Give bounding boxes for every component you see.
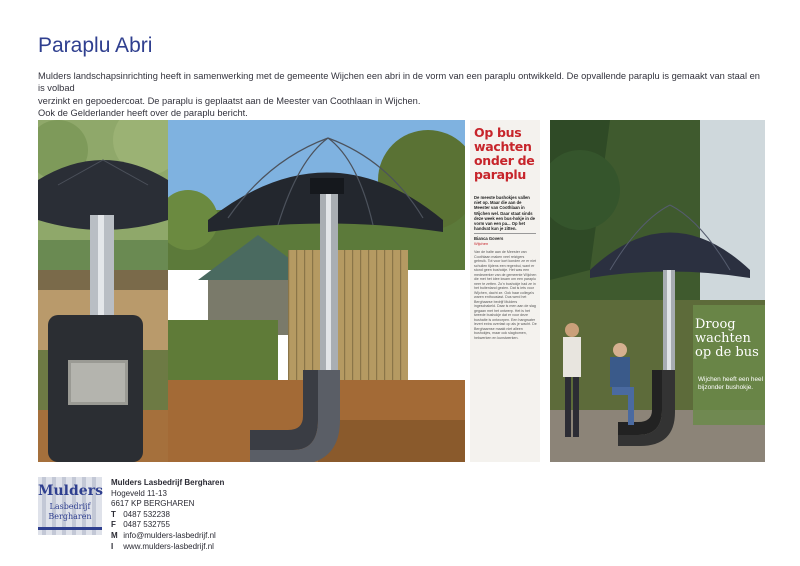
- page-title: Paraplu Abri: [38, 34, 153, 57]
- logo-line-2: Lasbedrijf: [49, 502, 91, 511]
- logo-brand: Mulders: [38, 483, 103, 499]
- intro-text: [38, 70, 768, 120]
- company-name: Mulders Lasbedrijf Bergharen: [111, 478, 225, 487]
- overlay-subheadline: Wijchen heeft een heel bijzonder bushokje.: [698, 376, 764, 391]
- fax-row: [111, 520, 224, 531]
- intro-line: Ook de Gelderlander heeft over de paraplu bericht.: [38, 108, 248, 119]
- website-link[interactable]: www.mulders-lasbedrijf.nl: [123, 541, 214, 551]
- phone-label: T: [111, 509, 116, 519]
- address-street: Hogeveld 11-13: [111, 488, 167, 498]
- company-logo: [38, 477, 102, 535]
- photo-umbrella-closeup: [38, 120, 168, 462]
- photo-umbrella-full: [168, 120, 465, 462]
- web-label: I: [111, 541, 114, 551]
- photo-newspaper-people: [550, 120, 765, 462]
- newspaper-clipping: [470, 120, 540, 462]
- email-link[interactable]: info@mulders-lasbedrijf.nl: [123, 530, 216, 540]
- address-city: 6617 KP BERGHAREN: [111, 499, 195, 509]
- logo-line-3: Bergharen: [48, 512, 92, 521]
- fax-label: F: [111, 520, 116, 530]
- email-label: M: [111, 530, 118, 540]
- intro-line: verzinkt en gepoedercoat. De paraplu is geplaatst aan de Meester van Coothlaan in Wijchen.: [38, 95, 421, 106]
- intro-line: Mulders landschapsinrichting heeft in samenwerking met de gemeente Wijchen een abri in de vorm van een paraplu ontwikkeld. De opvallende paraplu is gemaakt van staal en is volbad: [38, 71, 760, 94]
- email-row: [111, 531, 224, 542]
- newspaper-headline: Op bus wachten onder de paraplu: [474, 125, 535, 182]
- newspaper-byline: Bianca Govers: [474, 236, 504, 241]
- newspaper-lead: De meeste bushokjes vallen niet op. Maar die aan de Meester van Coothlaan in Wijchen wel. Daar staat sinds deze week een bus-hokje in de vorm van een pa... Op het handvat kun je zitten.: [474, 195, 535, 232]
- web-row: [111, 542, 224, 553]
- phone-number[interactable]: 0487 532238: [123, 509, 170, 519]
- newspaper-body: Van de halte aan de Meester van Coothlaan maken veel reizigers gebruik. Tot voor kort konden ze er niet schuilen tijdens een regenbui, want er stond geen bushokje. Het was een medewerker van de gemeente Wijchen die met het idee kwam om een paraplu neer te zetten. Zo'n bushokje had ze in het buitenland gezien. Dat is iets voor Wijchen, dacht ze. Ook haar collega's waren enthousiast. Dus werd het Berghaarse bedrijf Mulders ingeschakeld. Daar is men aan de slag gegaan met het ontwerp. Het is het tweede bushokje dat er voor deze bushalte is ontworpen. Een hangwater levert extra overlast op als je wacht. De Berghaarnse maakt niet alleen bushokjes, maar ook slagbomen, hekwerken en kunstwerken.: [474, 250, 537, 340]
- overlay-headline: Droog wachten op de bus: [695, 317, 759, 360]
- fax-number: 0487 532755: [123, 520, 170, 530]
- newspaper-location: Wijchen: [474, 241, 489, 246]
- phone-row: [111, 510, 224, 521]
- contact-block: [111, 478, 224, 552]
